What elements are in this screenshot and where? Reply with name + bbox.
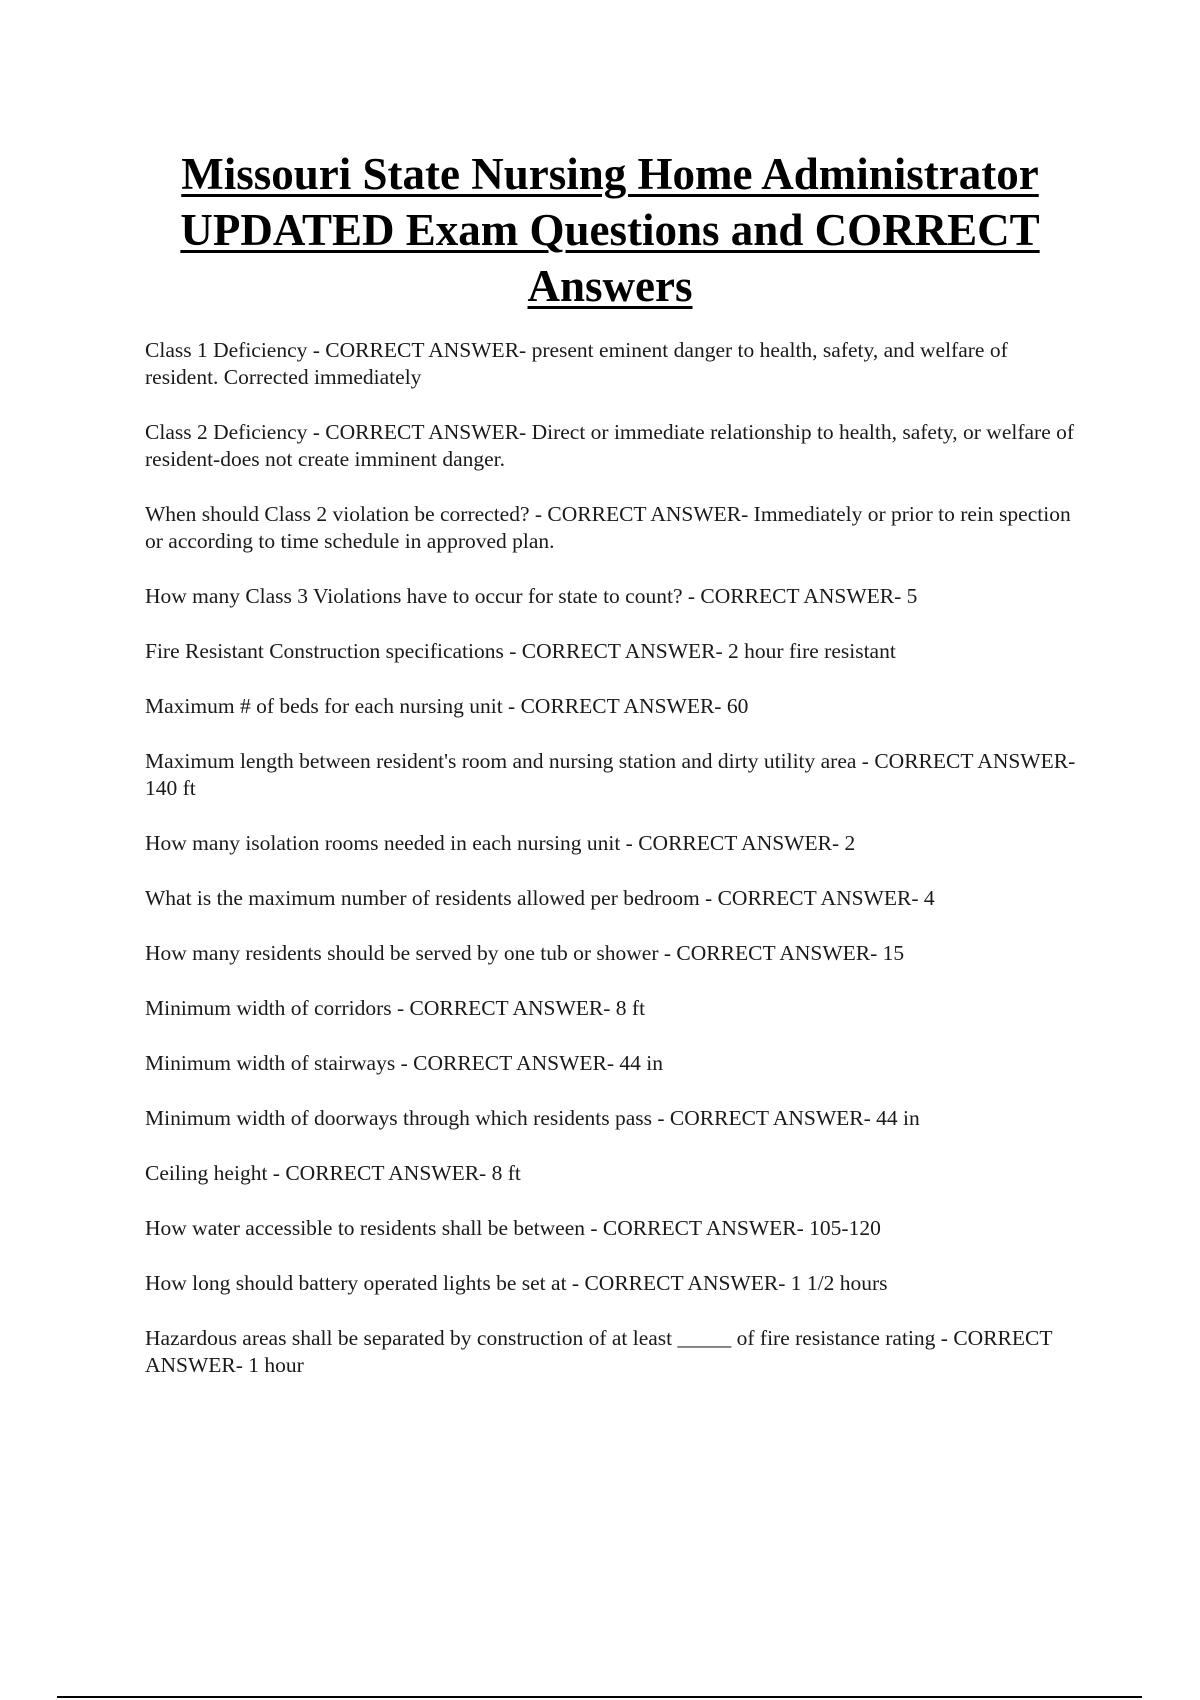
qa-item: Fire Resistant Construction specifications - CORRECT ANSWER- 2 hour fire resistant: [145, 639, 896, 663]
qa-item: How long should battery operated lights be set at - CORRECT ANSWER- 1 1/2 hours: [145, 1271, 888, 1295]
document-title: Missouri State Nursing Home Administrator UPDATED Exam Questions and CORRECT Answers: [180, 149, 1040, 311]
qa-item: Minimum width of stairways - CORRECT ANSWER- 44 in: [145, 1051, 663, 1075]
qa-item: What is the maximum number of residents allowed per bedroom - CORRECT ANSWER- 4: [145, 886, 935, 910]
qa-item: Maximum # of beds for each nursing unit - CORRECT ANSWER- 60: [145, 694, 749, 718]
qa-item: How many residents should be served by one tub or shower - CORRECT ANSWER- 15: [145, 941, 905, 965]
qa-item: How many isolation rooms needed in each nursing unit - CORRECT ANSWER- 2: [145, 831, 856, 855]
qa-item: Minimum width of doorways through which residents pass - CORRECT ANSWER- 44 in: [145, 1106, 920, 1130]
qa-item: Class 1 Deficiency - CORRECT ANSWER- present eminent danger to health, safety, and welfare of resident. Corrected immediately: [145, 338, 1008, 389]
qa-list: [145, 337, 1085, 1407]
qa-item: When should Class 2 violation be corrected? - CORRECT ANSWER- Immediately or prior to rein spection or according to time schedule in approved plan.: [145, 502, 1071, 553]
qa-item: How water accessible to residents shall be between - CORRECT ANSWER- 105-120: [145, 1216, 881, 1240]
page-bottom-rule: [57, 1696, 1142, 1698]
qa-item: Class 2 Deficiency - CORRECT ANSWER- Direct or immediate relationship to health, safety, or welfare of resident-does not create imminent danger.: [145, 420, 1075, 471]
qa-item: How many Class 3 Violations have to occur for state to count? - CORRECT ANSWER- 5: [145, 584, 918, 608]
qa-item: Minimum width of corridors - CORRECT ANSWER- 8 ft: [145, 996, 646, 1020]
qa-item: Ceiling height - CORRECT ANSWER- 8 ft: [145, 1161, 521, 1185]
qa-item: Hazardous areas shall be separated by construction of at least _____ of fire resistance rating - CORRECT ANSWER- 1 hour: [145, 1326, 1053, 1377]
qa-item: Maximum length between resident's room and nursing station and dirty utility area - CORRECT ANSWER- 140 ft: [145, 749, 1076, 800]
